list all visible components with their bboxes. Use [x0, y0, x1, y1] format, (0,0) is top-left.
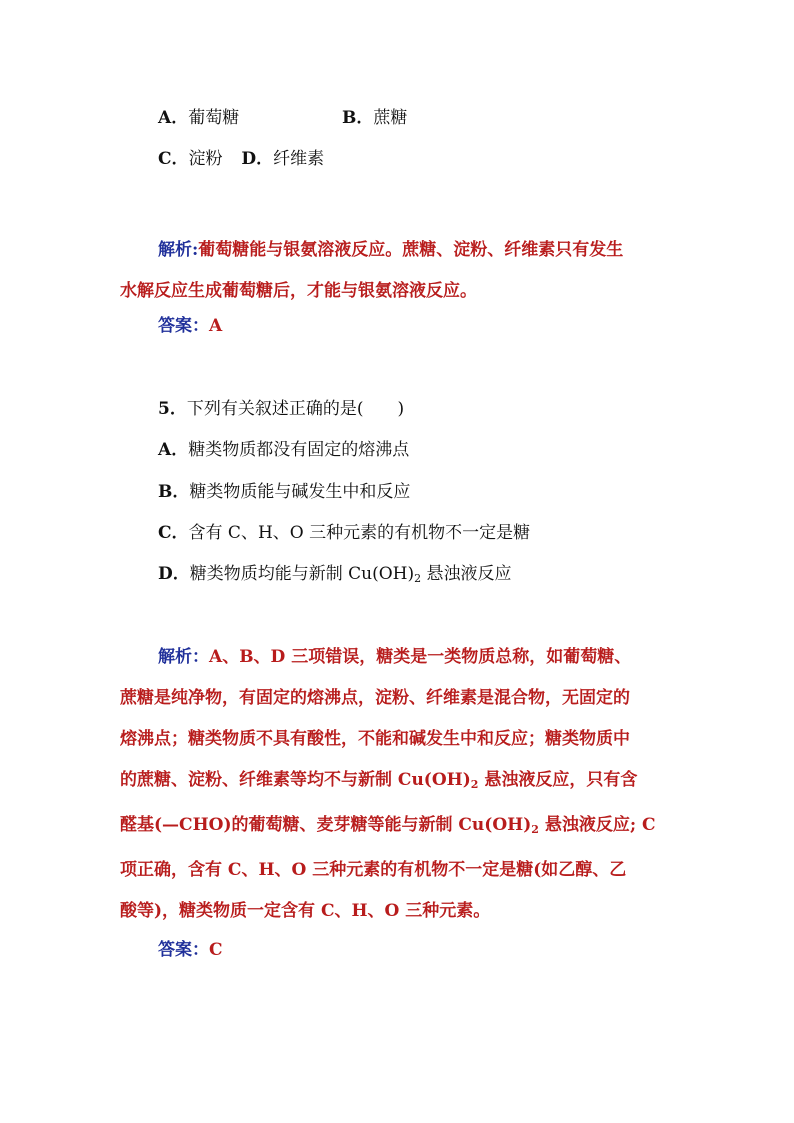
q5-analysis-line-1: A、B、D 三项错误，糖类是一类物质总称，如葡萄糖、: [209, 647, 632, 667]
q5-analysis-line-2: 蔗糖是纯净物，有固定的熔沸点，淀粉、纤维素是混合物，无固定的: [120, 688, 630, 708]
q5-option-d-tail: 悬浊液反应: [421, 564, 512, 584]
q4-option-c-letter: C．: [158, 149, 189, 169]
q4-answer: [158, 314, 222, 338]
q5-stem-close: ): [397, 399, 405, 419]
q5-analysis-line-7: 酸等)，糖类物质一定含有 C、H、O 三种元素。: [120, 901, 491, 921]
q4-analysis-text-2: 水解反应生成葡萄糖后，才能与银氨溶液反应。: [120, 281, 477, 301]
q5-option-c-text: 含有 C、H、O 三种元素的有机物不一定是糖: [188, 523, 531, 543]
q4-analysis: [120, 230, 676, 312]
q5-analysis-label: 解析：: [158, 647, 209, 667]
q5-option-a-text: 糖类物质都没有固定的熔沸点: [188, 440, 410, 460]
q5-analysis-line-5-subscript: 2: [531, 823, 539, 836]
q5-analysis-line-4-tail: 悬浊液反应，只有含: [478, 770, 638, 790]
q4-analysis-text-1: 葡萄糖能与银氨溶液反应。蔗糖、淀粉、纤维素只有发生: [198, 240, 624, 260]
q4-answer-value: A: [209, 316, 223, 336]
q5-option-a: [158, 438, 409, 462]
q5-option-b: [158, 480, 410, 504]
q5-answer-label: 答案：: [158, 940, 209, 960]
q5-option-b-letter: B．: [158, 482, 190, 502]
q5-option-c: [158, 521, 530, 545]
q4-answer-label: 答案：: [158, 316, 209, 336]
q5-stem: [158, 397, 404, 421]
q5-option-c-letter: C．: [158, 523, 189, 543]
q4-option-a-letter: A．: [158, 108, 189, 128]
q5-option-d-letter: D．: [158, 564, 190, 584]
q4-option-b-text: 蔗糖: [373, 108, 408, 128]
q5-option-b-text: 糖类物质能与碱发生中和反应: [189, 482, 411, 502]
q4-analysis-label: 解析:: [158, 240, 199, 260]
q5-analysis-line-5: 醛基(—CHO)的葡萄糖、麦芽糖等能与新制 Cu(OH): [120, 815, 532, 835]
q5-analysis: [120, 637, 676, 932]
q5-option-d-text: 糖类物质均能与新制 Cu(OH): [189, 564, 415, 584]
q5-option-a-letter: A．: [158, 440, 189, 460]
q4-options-row-2: [158, 147, 324, 171]
q5-analysis-line-5-tail: 悬浊液反应; C: [538, 815, 656, 835]
q4-options-row-1: [158, 106, 407, 130]
q4-option-c-text: 淀粉: [188, 149, 223, 169]
q5-answer-value: C: [209, 940, 223, 960]
q4-option-d-letter: D．: [241, 149, 274, 169]
q5-analysis-line-4-subscript: 2: [470, 778, 479, 791]
q5-stem-text: 下列有关叙述正确的是(: [186, 399, 364, 419]
q5-number: 5．: [158, 399, 187, 419]
q4-option-b-letter: B．: [342, 108, 374, 128]
q4-option-a-text: 葡萄糖: [188, 108, 240, 128]
q5-analysis-line-4: 的蔗糖、淀粉、纤维素等均不与新制 Cu(OH): [120, 770, 471, 790]
q5-analysis-line-3: 熔沸点；糖类物质不具有酸性，不能和碱发生中和反应；糖类物质中: [120, 729, 630, 749]
q5-answer: [158, 938, 223, 962]
q5-analysis-line-6: 项正确，含有 C、H、O 三种元素的有机物不一定是糖(如乙醇、乙: [120, 860, 627, 880]
q4-option-d-text: 纤维素: [273, 149, 325, 169]
q5-option-d: [158, 562, 512, 591]
q5-option-d-subscript: 2: [414, 572, 422, 585]
